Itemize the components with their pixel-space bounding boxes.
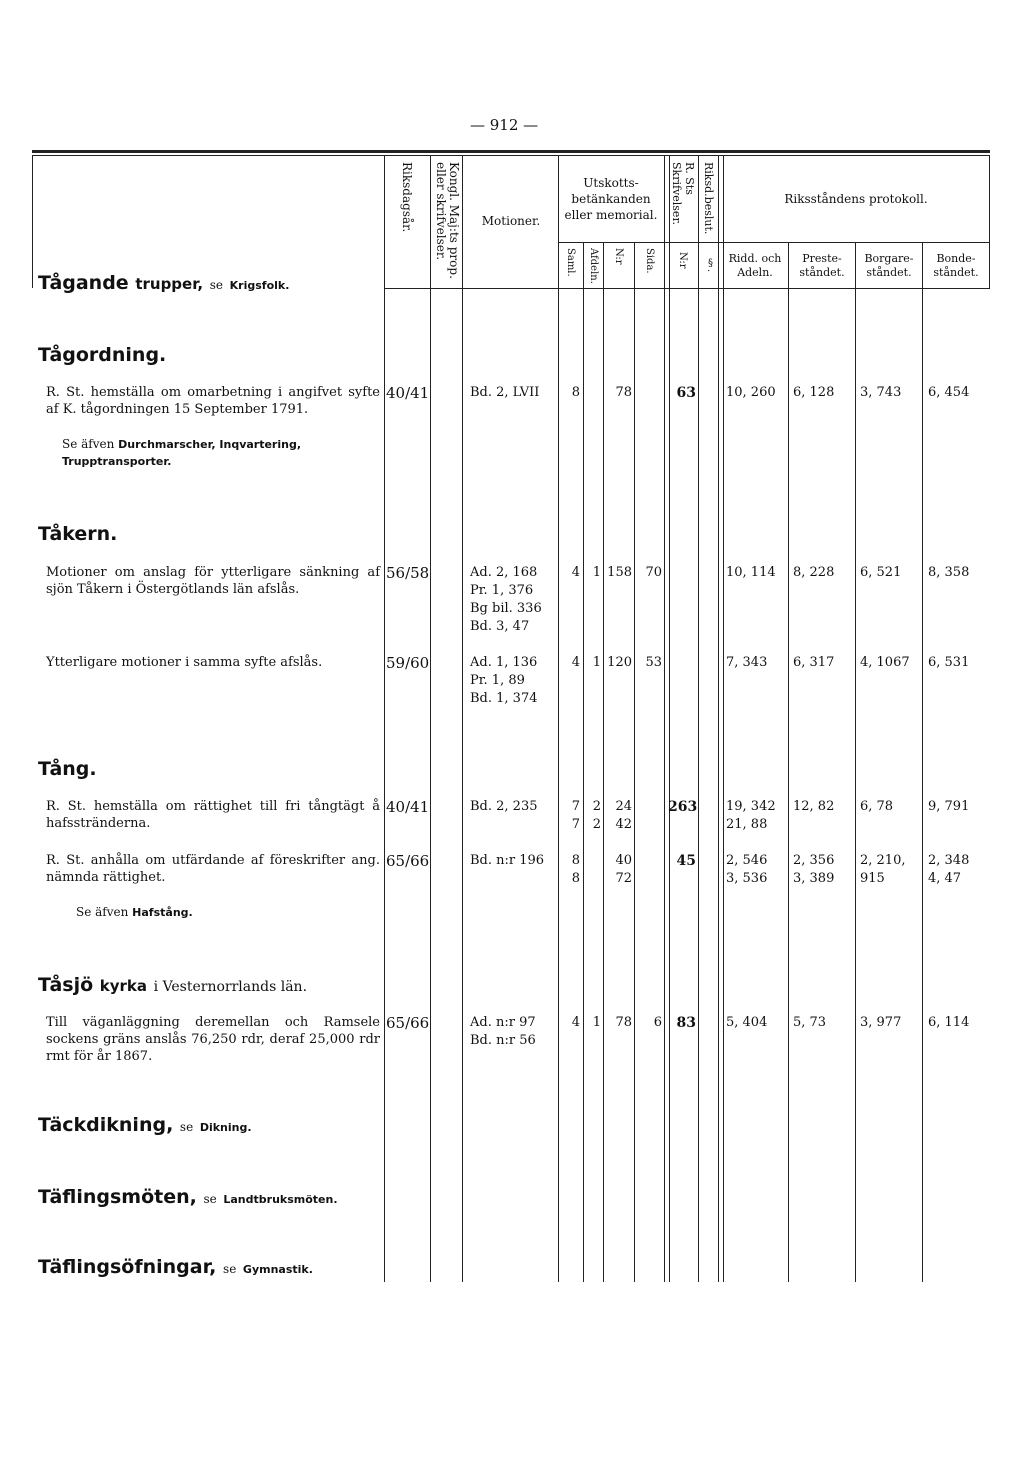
motion-ref: Ad. n:r 97 Bd. n:r 56	[470, 1015, 536, 1048]
cell-saml: 4	[571, 1015, 580, 1030]
cell-saml: 4	[571, 655, 580, 670]
entry-desc: R. St. anhålla om utfärdande af föreskrifter ang. nämnda rättighet.	[46, 853, 380, 885]
cell-p4: 6, 531	[928, 655, 970, 670]
col-double-line	[664, 156, 670, 1282]
cell-afd: 1	[592, 565, 601, 580]
header-preste: Preste-	[802, 252, 842, 265]
header-riksdagsar: Riksdagsår.	[400, 162, 414, 233]
col-line	[430, 156, 431, 1282]
col-line	[384, 156, 385, 1282]
header-bottom-rule	[384, 288, 990, 289]
cell-rsts: 83	[676, 1015, 696, 1031]
header-kongl: Kongl. Maj:ts prop. eller skrifvelser.	[434, 162, 461, 279]
cell-rsts: 263	[668, 799, 698, 815]
cell-nr: 120	[607, 655, 632, 670]
cell-p4: 6, 114	[928, 1015, 970, 1030]
header-saml: Saml.	[565, 248, 576, 277]
cell-p2: 2, 356 3, 389	[793, 853, 835, 886]
entry-taflingsmoten: Täflingsmöten, se Landtbruksmöten.	[38, 1186, 338, 1208]
col-line	[698, 156, 699, 1282]
cell-p3: 3, 977	[860, 1015, 902, 1030]
cell-sida: 70	[645, 565, 662, 580]
header-memorial: eller memorial.	[564, 208, 658, 222]
motion-ref: Ad. 1, 136 Pr. 1, 89 Bd. 1, 374	[470, 655, 538, 706]
cell-saml: 8	[571, 385, 580, 400]
header-borgare: Borgare-	[864, 252, 914, 265]
entry-tang-title: Tång.	[38, 758, 97, 780]
cell-saml: 8 8	[571, 853, 580, 886]
cell-p4: 8, 358	[928, 565, 970, 580]
cell-saml: 7 7	[571, 799, 580, 832]
header-riksd-beslut: Riksd.beslut.	[702, 162, 715, 235]
motion-ref: Bd. 2, LVII	[470, 385, 540, 400]
protokoll-sub-rule	[722, 242, 990, 243]
header-ridd: Ridd. och	[728, 252, 782, 265]
cell-afd: 1	[592, 1015, 601, 1030]
header-adeln: Adeln.	[737, 266, 773, 279]
page-number: — 912 —	[470, 116, 539, 134]
cell-p3: 6, 521	[860, 565, 902, 580]
header-betankanden: betänkanden	[571, 192, 651, 206]
header-borg-st: ståndet.	[866, 266, 912, 279]
see-also: Se äfven Hafstång.	[76, 905, 193, 919]
col-line	[922, 242, 923, 1282]
cell-p2: 8, 228	[793, 565, 835, 580]
cell-p4: 9, 791	[928, 799, 970, 814]
cell-p2: 12, 82	[793, 799, 835, 814]
col-double-line	[718, 156, 724, 1282]
riksdag-year: 56/58	[386, 564, 430, 582]
header-protokoll: Riksståndens protokoll.	[784, 192, 928, 206]
entry-desc: Ytterligare motioner i samma syfte afslås.	[46, 655, 323, 670]
entry-desc: R. St. hemställa om rättighet till fri tångtägt å hafsstränderna.	[46, 799, 380, 831]
header-rsts-nr: N:r	[677, 252, 688, 269]
cell-p2: 6, 128	[793, 385, 835, 400]
motion-ref: Bd. 2, 235	[470, 799, 538, 814]
cell-p2: 5, 73	[793, 1015, 827, 1030]
cell-sida: 6	[653, 1015, 662, 1030]
cell-p3: 4, 1067	[860, 655, 910, 670]
cell-afd: 2 2	[592, 799, 601, 832]
cell-p1: 7, 343	[726, 655, 768, 670]
header-prest-st: ståndet.	[799, 266, 845, 279]
header-bonde: Bonde-	[936, 252, 976, 265]
left-border	[32, 156, 33, 288]
motion-ref: Ad. 2, 168 Pr. 1, 376 Bg bil. 336 Bd. 3, 47	[470, 565, 542, 634]
entry-desc: R. St. hemställa om omarbetning i angifvet syfte af K. tågordningen 15 September 1791.	[46, 385, 380, 417]
header-sida: Sida.	[644, 248, 655, 274]
cell-p4: 2, 348 4, 47	[928, 853, 970, 886]
cell-p1: 2, 546 3, 536	[726, 853, 768, 886]
cell-p1: 5, 404	[726, 1015, 768, 1030]
cell-nr: 24 42	[615, 799, 632, 832]
riksdag-year: 40/41	[386, 384, 430, 402]
cell-rsts: 63	[676, 385, 696, 401]
cell-nr: 40 72	[615, 853, 632, 886]
cell-p2: 6, 317	[793, 655, 835, 670]
cell-afd: 1	[592, 655, 601, 670]
see-also: Se äfven Durchmarscher, Inqvartering, Trupptransporter.	[62, 437, 302, 468]
entry-tasjo-title: Tåsjö kyrka i Vesternorrlands län.	[38, 974, 308, 996]
riksdag-year: 65/66	[386, 852, 430, 870]
cell-p4: 6, 454	[928, 385, 970, 400]
cell-p3: 2, 210, 915	[860, 853, 906, 886]
cell-p3: 6, 78	[860, 799, 894, 814]
motion-ref: Bd. n:r 196	[470, 853, 545, 868]
col-line	[855, 242, 856, 1282]
col-line	[583, 242, 584, 1282]
header-bond-st: ståndet.	[933, 266, 979, 279]
riksdag-year: 59/60	[386, 654, 430, 672]
header-afdeln: Afdeln.	[588, 248, 599, 284]
header-nr: N:r	[613, 248, 624, 265]
top-rule-thin	[32, 155, 990, 156]
col-line	[462, 156, 463, 1282]
entry-tagordning-title: Tågordning.	[38, 344, 167, 366]
entry-desc: Motioner om anslag för ytterligare sänkning af sjön Tåkern i Östergötlands län afslås.	[46, 565, 380, 597]
entry-taflingsofningar: Täflingsöfningar, se Gymnastik.	[38, 1256, 313, 1278]
col-line	[634, 242, 635, 1282]
header-paragraph: §.	[705, 258, 716, 273]
riksdag-year: 40/41	[386, 798, 430, 816]
cell-nr: 78	[615, 1015, 632, 1030]
right-border	[989, 156, 990, 288]
col-line	[558, 156, 559, 1282]
entry-desc: Till väganläggning deremellan och Ramsele sockens gräns anslås 76,250 rdr, deraf 25,000 rdr rmt för år 1867.	[46, 1015, 380, 1064]
header-rsts: R. Sts Skrifvelser.	[670, 162, 696, 225]
cell-sida: 53	[645, 655, 662, 670]
entry-tackdikning: Täckdikning, se Dikning.	[38, 1114, 252, 1136]
col-line	[788, 242, 789, 1282]
top-rule	[32, 150, 990, 153]
cell-p1: 19, 342 21, 88	[726, 799, 776, 832]
cell-nr: 158	[607, 565, 632, 580]
cell-nr: 78	[615, 385, 632, 400]
riksdag-year: 65/66	[386, 1014, 430, 1032]
header-motioner: Motioner.	[481, 214, 541, 228]
cell-p1: 10, 114	[726, 565, 776, 580]
cell-rsts: 45	[676, 853, 696, 869]
cell-p3: 3, 743	[860, 385, 902, 400]
entry-takern-title: Tåkern.	[38, 523, 118, 545]
cell-p1: 10, 260	[726, 385, 776, 400]
cell-saml: 4	[571, 565, 580, 580]
entry-tagande: Tågande trupper, se Krigsfolk.	[38, 272, 290, 294]
header-utskotts: Utskotts-	[583, 176, 639, 190]
